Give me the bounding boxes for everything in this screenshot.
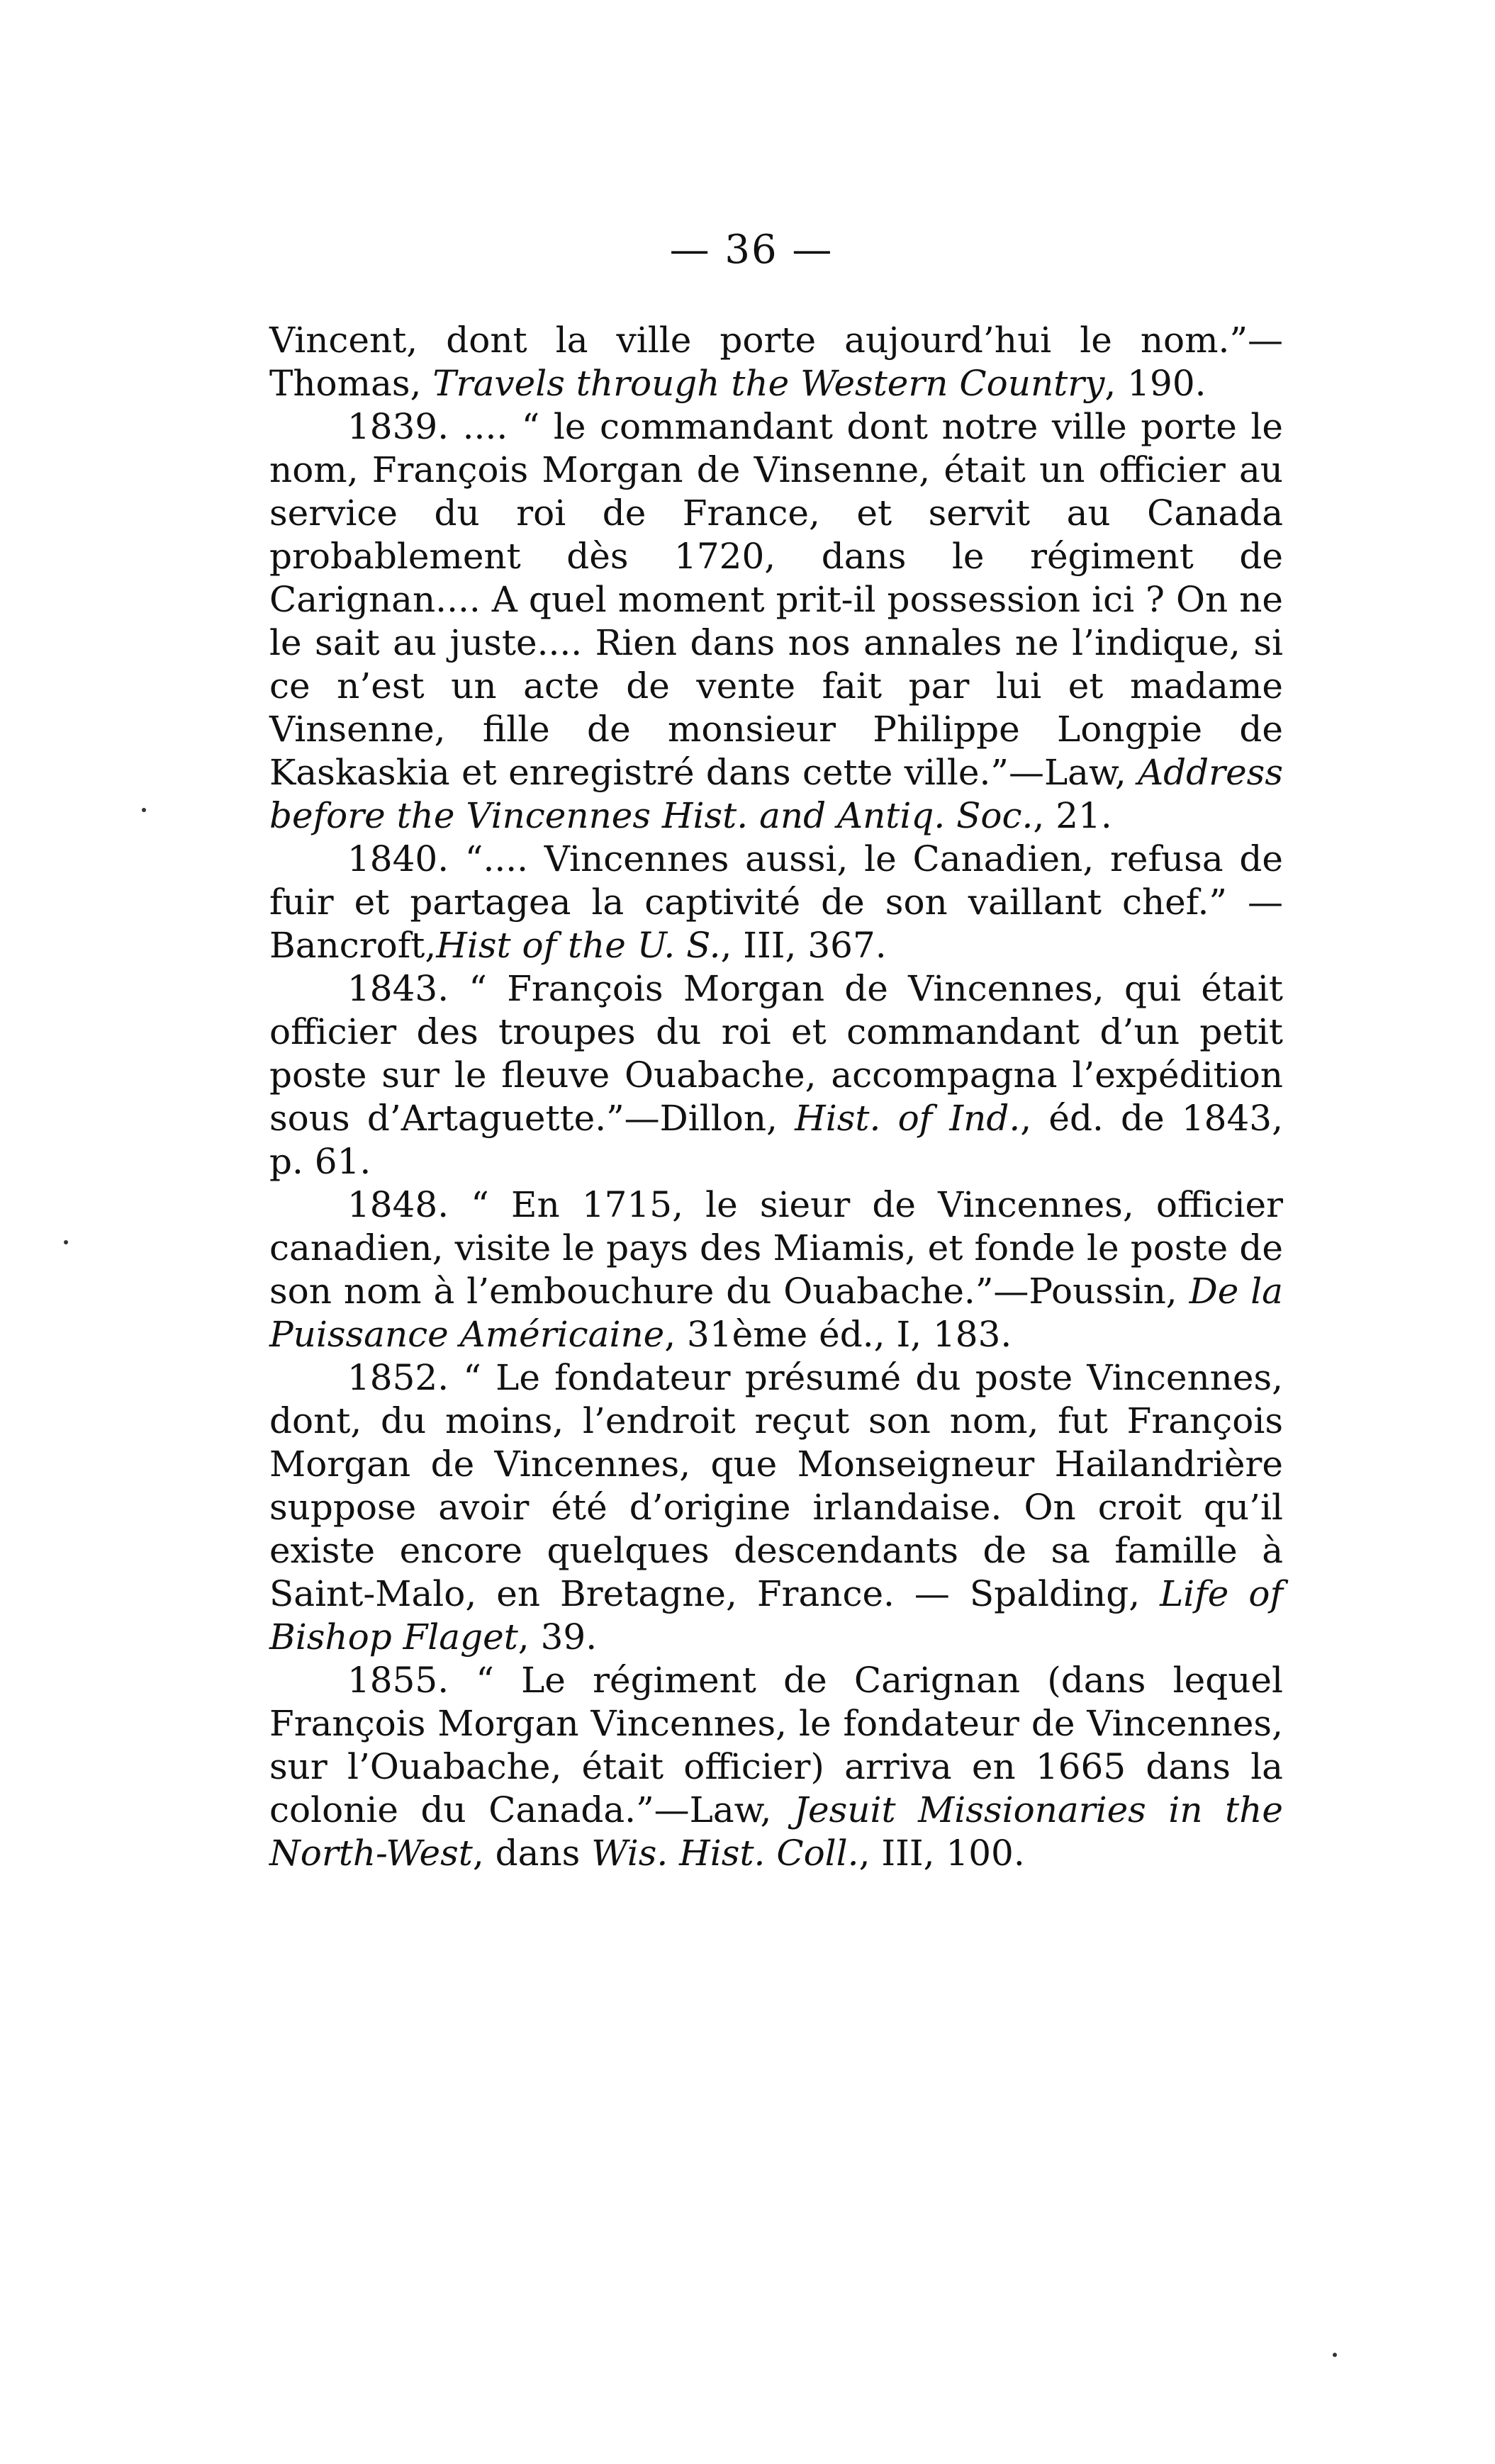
paragraph-continuation <box>269 319 1283 405</box>
citation-title: Life of Bishop Flaget <box>269 1573 1283 1658</box>
citation-title: Travels through the Western Country <box>432 363 1105 404</box>
paragraph-1843 <box>269 967 1283 1183</box>
text-run: , éd. de 1843, p. 61. <box>269 1098 1283 1182</box>
citation-title: Hist of the U. S. <box>436 925 721 966</box>
paragraph-1855 <box>269 1659 1283 1875</box>
text-run: , dans <box>472 1833 592 1874</box>
text-run: 1839. .... “ le commandant dont notre ville porte le nom, François Morgan de Vinsenne, était un officier au service du roi de France, et servit au Canada probablement dès 1720, dans le régiment de Carignan.... A quel moment prit-il possession ici ? On ne le sait au juste.... Rien dans nos annales ne l’indique, si ce n’est un acte de vente fait par lui et madame Vinsenne, fille de monsieur Philippe Longpie de Kaskaskia et enregistré dans cette ville.”—Law, <box>269 406 1283 793</box>
paragraph-1848 <box>269 1183 1283 1356</box>
text-run: 1855. “ Le régiment de Carignan (dans lequel François Morgan Vincennes, le fondateur de Vincennes, sur l’Ouabache, était officier) arriva en 1665 dans la colonie du Canada.”—Law, <box>269 1660 1283 1830</box>
paragraph-1840 <box>269 838 1283 967</box>
text-run: 1843. “ François Morgan de Vincennes, qui était officier des troupes du roi et commandant d’un petit poste sur le fleuve Ouabache, accompagna l’expédition sous d’Artaguette.”—Dillon, <box>269 968 1283 1139</box>
page-number: — 36 — <box>669 227 834 273</box>
text-run: , 39. <box>517 1616 598 1658</box>
citation-title: Address before the Vincennes Hist. and Antiq. Soc. <box>269 752 1283 836</box>
text-run: 1840. “.... Vincennes aussi, le Canadien, refusa de fuir et partagea la captivité de son vaillant chef.” —Bancroft, <box>269 838 1283 966</box>
text-run: , 21. <box>1033 795 1112 836</box>
paragraph-1852 <box>269 1356 1283 1659</box>
print-speck <box>142 808 146 812</box>
text-run: , III, 367. <box>720 925 887 966</box>
body-text <box>269 319 1283 1875</box>
text-run: , 190. <box>1104 363 1206 404</box>
citation-title: Jesuit Missionaries in the North-West <box>269 1789 1283 1874</box>
paragraph-1839 <box>269 405 1283 838</box>
citation-title: Wis. Hist. Coll. <box>591 1833 859 1874</box>
text-run: , 31ème éd., I, 183. <box>664 1314 1012 1355</box>
text-run: 1848. “ En 1715, le sieur de Vincennes, officier canadien, visite le pays des Miamis, et fonde le poste de son nom à l’embouchure du Ouabache.”—Poussin, <box>269 1184 1283 1312</box>
print-speck <box>1333 2353 1337 2357</box>
text-run: , III, 100. <box>858 1833 1025 1874</box>
citation-title: De la Puissance Américaine <box>269 1271 1283 1355</box>
print-speck <box>64 1240 68 1244</box>
text-run: 1852. “ Le fondateur présumé du poste Vincennes, dont, du moins, l’endroit reçut son nom, fut François Morgan de Vincennes, que Monseigneur Hailandrière suppose avoir été d’origine irlandaise. On croit qu’il existe encore quelques descendants de sa famille à Saint-Malo, en Bretagne, France. — Spalding, <box>269 1357 1283 1614</box>
text-run: Vincent, dont la ville porte aujourd’hui le nom.”—Thomas, <box>269 320 1283 404</box>
citation-title: Hist. of Ind. <box>795 1098 1021 1139</box>
